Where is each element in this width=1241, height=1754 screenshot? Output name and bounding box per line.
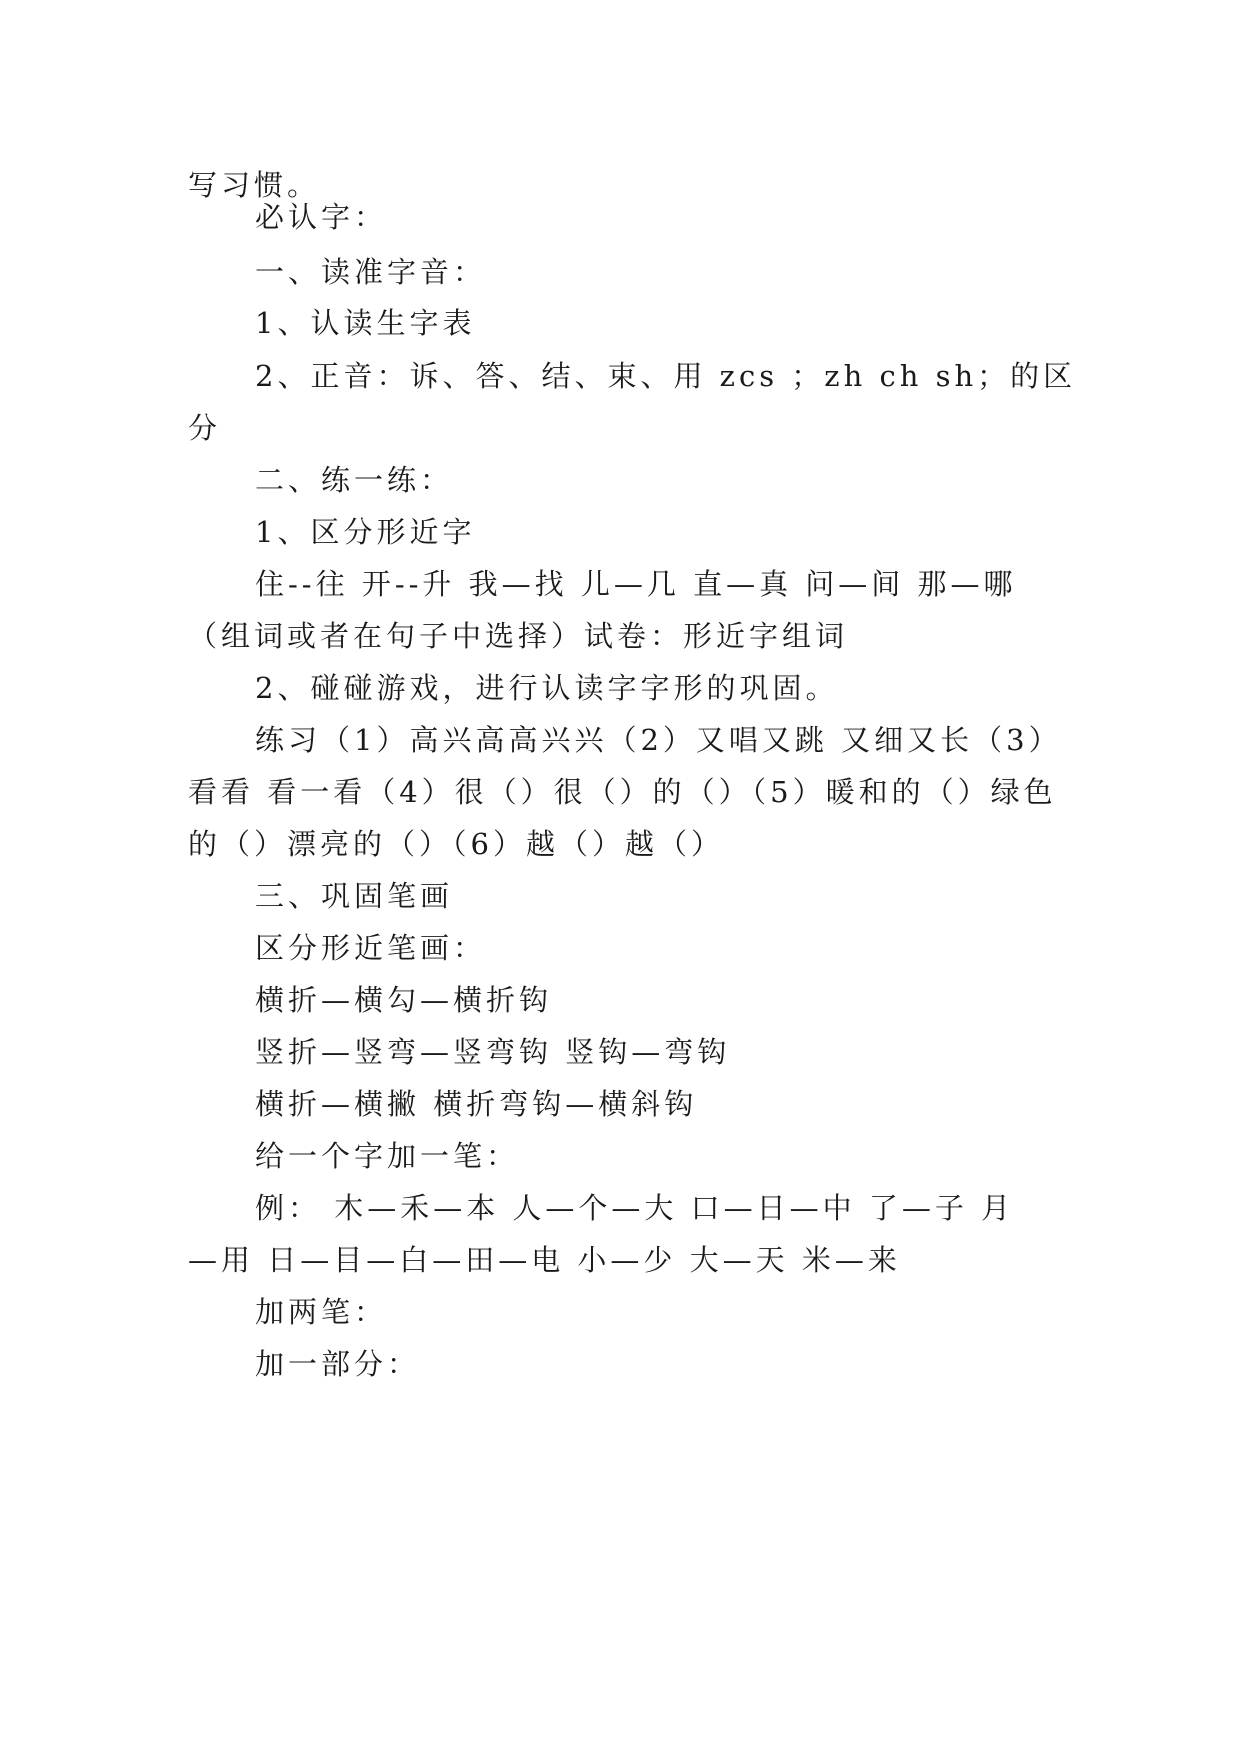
text-line: 例： 木—禾—本 人—个—大 口—日—中 了—子 月 [255,1191,1015,1225]
text-line: 横折—横勾—横折钩 [255,983,553,1017]
text-line: 住--往 开--升 我—找 儿—几 直—真 问—间 那—哪 [255,567,1017,601]
text-line: 看看 看一看（4）很（）很（）的（）（5）暖和的（）绿色 [188,775,1057,809]
text-line: 竖折—竖弯—竖弯钩 竖钩—弯钩 [255,1035,731,1069]
text-line: 区分形近笔画： [255,931,487,965]
section-heading: 三、巩固笔画 [255,879,454,913]
text-line: 1、认读生字表 [255,306,476,340]
text-line: —用 日—目—白—田—电 小—少 大—天 米—来 [188,1243,901,1277]
section-heading: 一、读准字音： [255,255,487,289]
text-line: 横折—横撇 横折弯钩—横斜钩 [255,1087,698,1121]
text-line: 加一部分： [255,1347,421,1381]
text-line: 加两笔： [255,1295,388,1329]
text-line: 写习惯。 [188,168,321,202]
text-line: 分 [188,411,222,445]
text-line: 1、区分形近字 [255,515,476,549]
text-line: 2、碰碰游戏，进行认读字字形的巩固。 [255,671,839,705]
section-heading: 二、练一练： [255,463,454,497]
text-line: 给一个字加一笔： [255,1139,520,1173]
text-line: 2、正音：诉、答、结、束、用 zcs ；zh ch sh；的区 [255,359,1077,393]
text-line: 练习（1）高兴高高兴兴（2）又唱又跳 又细又长（3） [255,723,1062,757]
heading-required-characters: 必认字： [255,200,388,234]
text-line: （组词或者在句子中选择）试卷：形近字组词 [188,619,849,653]
text-line: 的（）漂亮的（）（6）越（）越（） [188,827,724,861]
